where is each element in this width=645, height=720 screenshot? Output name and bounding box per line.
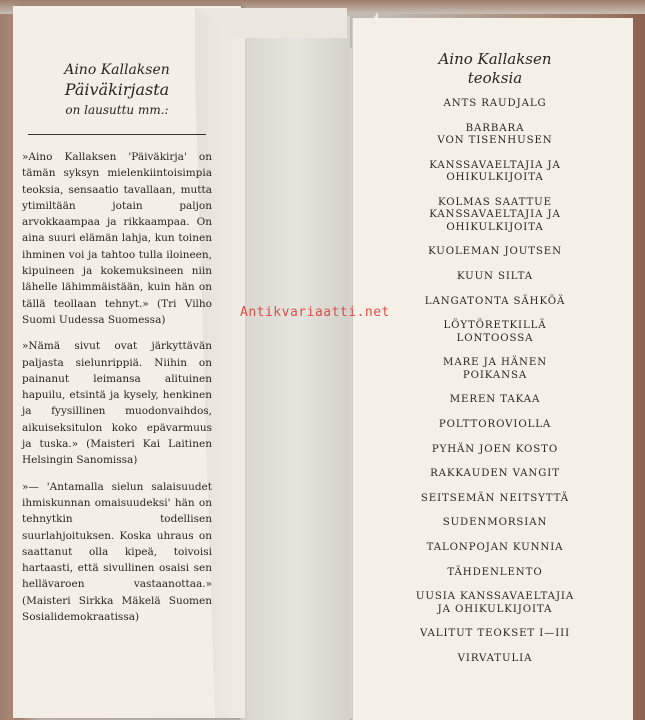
work-title: VIRVATULIA [457, 652, 533, 664]
left-flap-text [22, 60, 212, 635]
heading-divider [28, 134, 206, 135]
work-title: KOLMAS SAATTUE KANSSAVAELTAJIA JA OHIKULKIJOITA [429, 196, 561, 233]
right-heading-works: teoksia [467, 69, 523, 87]
work-title: KANSSAVAELTAJIA JA OHIKULKIJOITA [429, 159, 561, 184]
work-title: KUOLEMAN JOUTSEN [428, 246, 562, 258]
work-title: RAKKAUDEN VANGIT [430, 468, 560, 480]
right-flap-text [370, 50, 620, 677]
review-quote-1: »Aino Kallaksen 'Päiväkirja' on tämän syksyn mielenkiintoisimpia teoksia, sensaatio tavallaan, mutta ytimiltään jotain paljon arvokkaampaa ja rikkaampaa. On aina suuri elämän lahja, kun toinen ihminen voi ja tahtoo tulla iloineen, kipuineen ja kokemuksineen niin lähelle lähimmäistään, kuin hän on tällä teollaan tehnyt.» (Tri Vilho Suomi Uudessa Suomessa) [22, 151, 212, 326]
right-heading-author: Aino Kallaksen [438, 50, 552, 68]
work-title: VALITUT TEOKSET I—III [419, 628, 571, 640]
work-title: SEITSEMÄN NEITSYTTÄ [420, 492, 570, 504]
work-title: POLTTOROVIOLLA [438, 418, 552, 430]
work-title: MARE JA HÄNEN POIKANSA [442, 357, 548, 381]
watermark-text: Antikvariaatti.net [240, 305, 390, 320]
review-quote-2: »Nämä sivut ovat järkyttävän paljasta sielunrippiä. Niihin on painanut leimansa alituinen hapuilu, etsintä ja kysely, henkinen ja fyysillinen muodonvaihdos, aikuiseksitulon koko epävarmuus ja tuska.» (Maisteri Kai Laitinen Helsingin Sanomissa) [22, 340, 212, 467]
works-list [370, 98, 620, 665]
dust-jacket-spine [240, 16, 350, 720]
review-quote-3: »— 'Antamalla sielun salaisuudet ihmiskunnan omaisuudeksi' hän on tehnytkin todellisen suurlahjoituksen. Koska uhraus on saattanut olla kipeä, toivoisi hartaasti, että sivullinen osaisi sen hellävaroen vastaanottaa.» (Maisteri Sirkka Mäkelä Suomen Sosialidemokraatissa) [22, 480, 212, 624]
left-heading-author: Aino Kallaksen [64, 62, 170, 78]
work-title: UUSIA KANSSAVAELTAJIA JA OHIKULKIJOITA [415, 591, 575, 615]
work-title: PYHÄN JOEN KOSTO [431, 443, 559, 455]
work-title: KUUN SILTA [456, 270, 534, 282]
left-heading-book: Päiväkirjasta [64, 80, 170, 99]
work-title: ANTS RAUDJALG [443, 98, 547, 109]
work-title: TALONPOJAN KUNNIA [426, 541, 564, 553]
work-title: BARBARA VON TISENHUSEN [437, 122, 553, 147]
work-title: SUDENMORSIAN [442, 517, 548, 529]
left-heading-note: on lausuttu mm.: [65, 103, 169, 117]
work-title: LÖYTÖRETKILLÄ LONTOOSSA [443, 320, 547, 344]
work-title: LANGATONTA SÄHKÖÄ [424, 295, 566, 307]
work-title: MEREN TAKAA [449, 394, 541, 406]
work-title: TÄHDENLENTO [447, 566, 543, 578]
